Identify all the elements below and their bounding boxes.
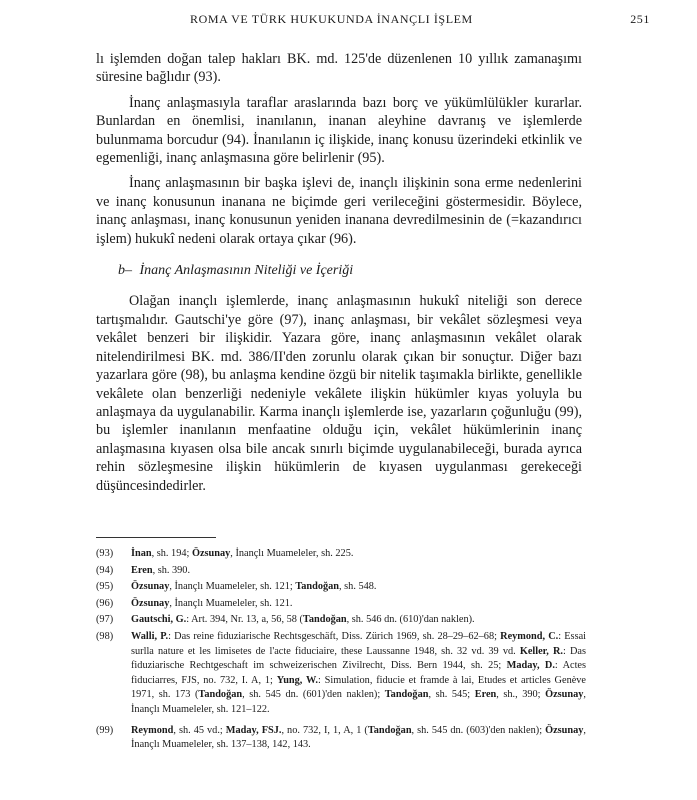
section-subheading bbox=[118, 262, 582, 280]
footnote-text bbox=[131, 724, 586, 753]
footnote-citation: : Das fiduziarische Rechtgeschaft im schweizerischen Zivilrecht, Diss. Bern 1944, sh. 25; bbox=[131, 645, 587, 672]
footnote-number: (96) bbox=[96, 597, 114, 609]
page-number: 251 bbox=[630, 12, 650, 26]
subheading-number: b– bbox=[118, 263, 132, 279]
footnote-author: Özsunay bbox=[131, 597, 170, 609]
footnote-citation: , İnançlı Muameleler, sh. 121. bbox=[169, 597, 293, 609]
footnote bbox=[96, 580, 586, 595]
footnote-citation: , sh. 45 vd.; bbox=[173, 724, 226, 736]
footnote-author: Reymond, C. bbox=[500, 630, 559, 642]
footnote-author: Tandoğan bbox=[295, 581, 340, 593]
footnote-citation: : Actes fiduciarres, FJS, no. 732, I. A, 1; bbox=[131, 660, 587, 686]
footnote-citation: , İnançlı Muameleler, sh. 137–138, 142, 143. bbox=[131, 724, 586, 751]
footnote bbox=[96, 613, 586, 628]
footnote-citation: , sh. 548. bbox=[339, 581, 377, 593]
footnote-text bbox=[131, 547, 586, 562]
footnote-citation: : Das reine fiduziarische Rechtsgeschäft, Diss. Zürich 1969, sh. 28–29–62–68; bbox=[168, 630, 501, 642]
footnote-author: Özsunay bbox=[545, 689, 584, 701]
footnote bbox=[96, 597, 586, 612]
footnote-citation: , İnançlı Muameleler, sh. 225. bbox=[230, 548, 354, 559]
footnote-author: Tandoğan bbox=[198, 689, 243, 701]
paragraph: İnanç anlaşmasının bir başka işlevi de, inançlı ilişkinin sona erme nedenlerini ve inanç konusunun inanana ne biçimde geri verileceğini göstermesidir. Böylece, inanç anlaşması, inanç konusunun yeniden inanana devredilmesinin de (=kazandırıcı işlem) hukukî nedeni olarak ortaya çıkar (96). bbox=[96, 175, 582, 247]
footnote-text bbox=[131, 597, 586, 612]
footnote-citation: , sh. 390. bbox=[152, 564, 191, 576]
footnote-author: Eren bbox=[131, 564, 153, 576]
running-title: ROMA VE TÜRK HUKUKUNDA İNANÇLI İŞLEM bbox=[190, 12, 473, 26]
subheading-title: İnanç Anlaşmasının Niteliği ve İçeriği bbox=[139, 263, 354, 279]
footnote-citation: , İnançlı Muameleler, sh. 121; bbox=[169, 581, 296, 593]
footnote bbox=[96, 630, 586, 718]
footnote-author: Özsunay bbox=[545, 724, 584, 736]
footnote-citation: , sh. 545; bbox=[428, 689, 475, 701]
footnote-text bbox=[131, 580, 586, 595]
footnote-divider bbox=[96, 537, 216, 538]
footnote-text bbox=[131, 613, 586, 628]
footnote-text bbox=[131, 630, 586, 718]
footnote-citation: , sh., 390; bbox=[496, 689, 546, 701]
footnote-author: Tandoğan bbox=[367, 724, 412, 736]
footnote-citation: , sh. 545 dn. (601)'den naklen); bbox=[242, 689, 385, 701]
paragraph: İnanç anlaşmasıyla taraflar araslarında bazı borç ve yükümlülükler kurarlar. Bunlardan en önemlisi, inanılanın, inanan aleyhine davranış ve işlemlerde bulunmama borcudur (94). İnanılanın iç ilişkide, inanç konusu üzerindeki etkinlik ve egemenliği, inanç anlaşmasına göre belirlenir (95). bbox=[96, 94, 582, 167]
footnote-number: (95) bbox=[96, 581, 114, 593]
footnote bbox=[96, 564, 586, 579]
footnote-author: Gautschi, G. bbox=[131, 614, 187, 626]
footnote-text bbox=[131, 564, 586, 579]
footnote-citation: : Essai surlla nature et les limisetes de l'acte fiduciaire, these Laussanne 1948, sh. 32 vd. 39 vd. bbox=[131, 630, 587, 657]
paragraph: Olağan inançlı işlemlerde, inanç anlaşmasının hukukî niteliği son derece tartışmalıdır. Gautschi'ye göre (97), inanç anlaşması, bir vekâlet sözleşmesi veya vekâlet benzeri bir ilişkidir. Yazara göre, inanç anlaşmasının vekâlet olarak nitelendirilmesi BK. md. 386/II'den zorunlu olarak çıkan bir sonuçtur. Diğer bazı yazarlara göre (98), bu anlaşma kendine özgü bir nitelik taşımakla birlikte, genellikle vekâlete olan benzerliği nedeniyle vekâlete ilişkin hükümler kıyas yoluyla bu anlaşmaya da uygulanabilir. Karma inançlı işlemlerde ise, yazarların çoğunluğu (99), bu işlemler inanılanın menfaatine olduğu için, vekâlet hükümlerinin inanç anlaşmasına kıyasen olsa bile ancak sınırlı biçimde uygulanabileceği, burada ayrıca rehin sözleşmesine ilişkin hükümlerin de kıyasen uygulanması gerekeceği düşüncesindedirler. bbox=[96, 293, 582, 494]
footnote-number: (97) bbox=[96, 614, 114, 626]
footnotes bbox=[96, 547, 586, 755]
footnote-number: (93) bbox=[96, 548, 114, 559]
footnote-author: Walli, P. bbox=[131, 630, 169, 642]
footnote-citation: : Simulation, fiducie et framde à lai, Etudes et articles Genève 1971, sh. 173 ( bbox=[131, 674, 587, 701]
footnote-number: (94) bbox=[96, 564, 114, 576]
footnote bbox=[96, 547, 586, 562]
footnote-citation: , İnançlı Muameleler, sh. 121–122. bbox=[131, 689, 586, 715]
footnote-author: İnan bbox=[131, 548, 152, 559]
footnote-author: Reymond bbox=[131, 724, 174, 736]
footnote-author: Maday, D. bbox=[506, 660, 555, 672]
footnote bbox=[96, 724, 586, 753]
footnote-author: Özsunay bbox=[131, 581, 170, 593]
footnote-number: (99) bbox=[96, 724, 114, 736]
main-text bbox=[96, 50, 582, 495]
footnote-citation: , sh. 546 dn. (610)'dan naklen). bbox=[346, 614, 475, 626]
footnote-citation: , sh. 545 dn. (603)'den naklen); bbox=[411, 724, 546, 736]
footnote-author: Tandoğan bbox=[302, 614, 347, 626]
footnote-citation: : Art. 394, Nr. 13, a, 56, 58 ( bbox=[186, 614, 303, 626]
paragraph-continued: lı işlemden doğan talep hakları BK. md. 125'de düzenlenen 10 yıllık zamanaşımı süresine bağlıdır (93). bbox=[96, 51, 582, 86]
footnote-number: (98) bbox=[96, 630, 114, 642]
footnote-citation: , no. 732, I, 1, A, 1 ( bbox=[281, 724, 368, 736]
footnote-author: Özsunay bbox=[191, 548, 231, 559]
footnote-author: Eren bbox=[474, 689, 497, 701]
footnote-citation: , sh. 194; bbox=[151, 548, 192, 559]
footnote-author: Maday, FSJ. bbox=[225, 724, 282, 736]
footnote-author: Tandoğan bbox=[384, 689, 429, 701]
footnote-author: Yung, W. bbox=[276, 674, 318, 686]
footnote-author: Keller, R. bbox=[519, 645, 564, 657]
